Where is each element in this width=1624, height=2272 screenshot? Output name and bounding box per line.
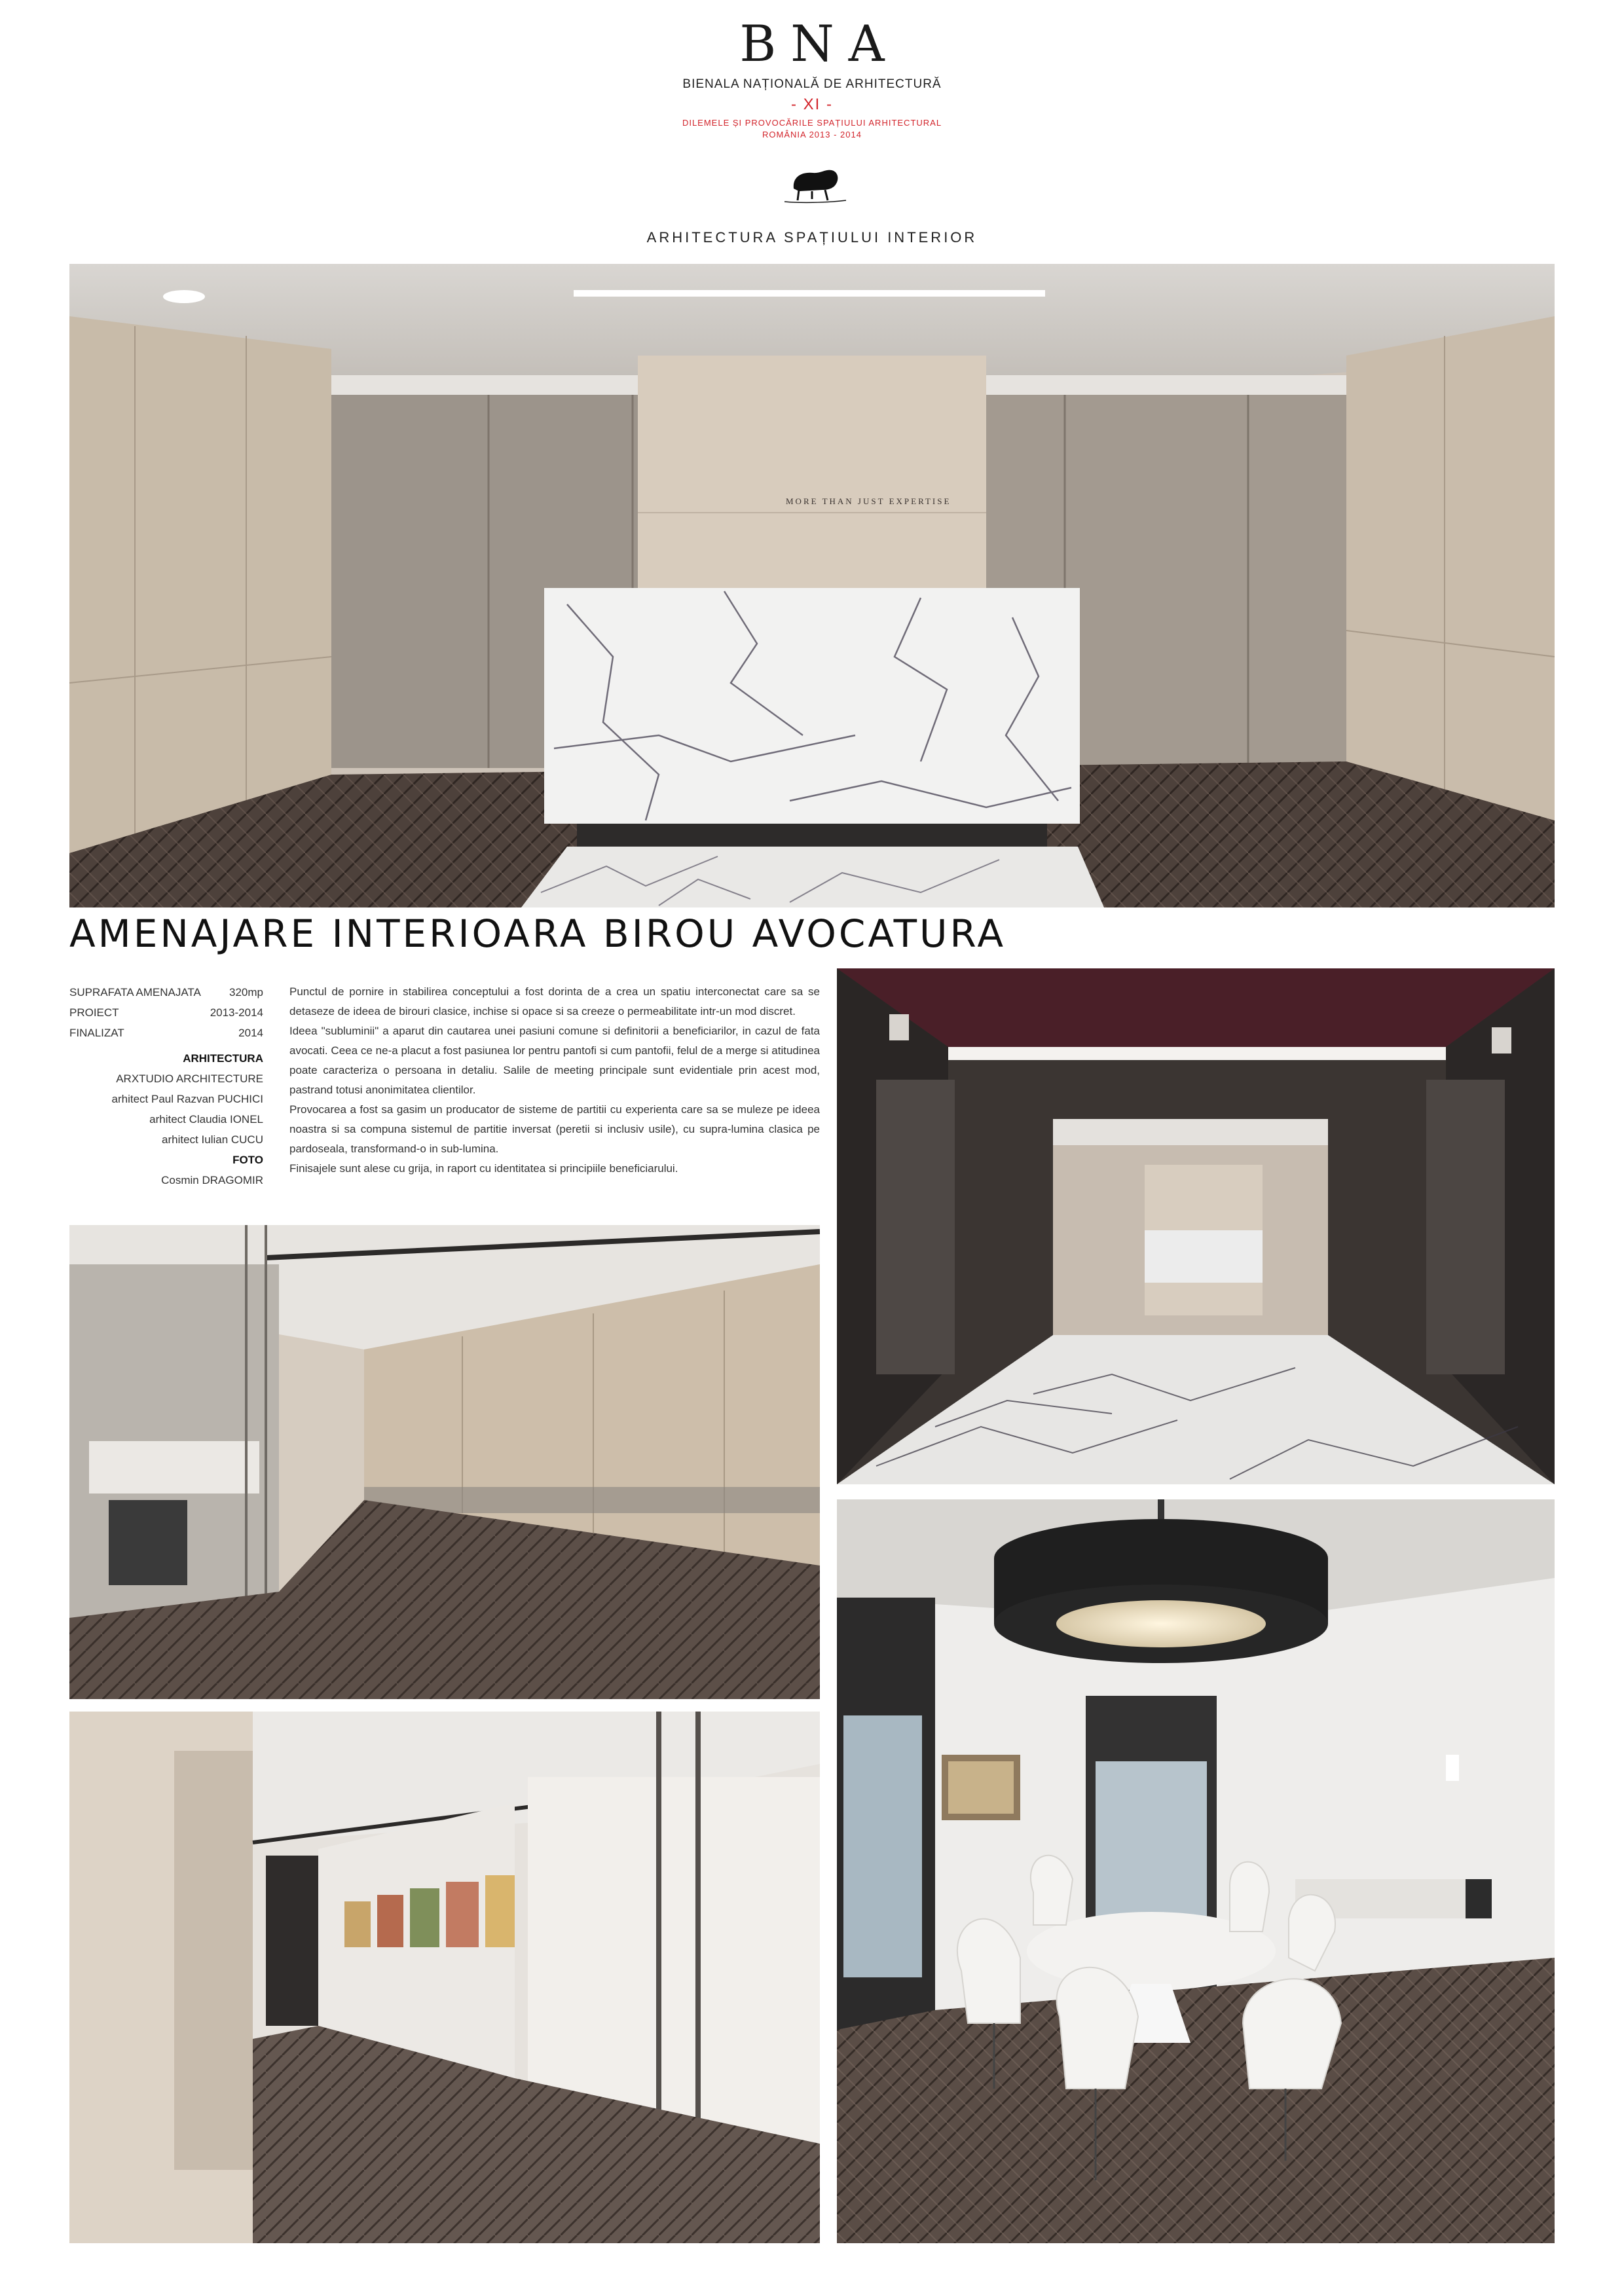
description-paragraph: Finisajele sunt alese cu grija, in raport cu identitatea si principiile beneficiarului. — [289, 1162, 678, 1175]
info-label: SUPRAFATA AMENAJATA — [69, 986, 201, 999]
info-label: FINALIZAT — [69, 1027, 124, 1039]
info-row-completed — [69, 1023, 263, 1043]
credit-firm: ARXTUDIO ARCHITECTURE — [116, 1072, 263, 1085]
info-value: 2014 — [238, 1027, 263, 1039]
credit-architect: arhitect Paul Razvan PUCHICI — [111, 1093, 263, 1105]
hallway-photo — [69, 1712, 820, 2243]
info-row-area — [69, 982, 263, 1002]
description-paragraph: Punctul de pornire in stabilirea conceptului a fost dorinta de a crea un spatiu interconectat care sa se detaseze de ideea de birouri clasice, inchise si opace si sa creeze o permeabilitate intr-un mod discret. — [289, 985, 820, 1017]
chair-icon — [779, 164, 851, 210]
project-description — [289, 982, 820, 1179]
info-value: 2013-2014 — [210, 1006, 263, 1019]
reception-photo — [69, 264, 1555, 907]
office-corridor-photo — [69, 1225, 820, 1699]
credit-architect: arhitect Claudia IONEL — [149, 1113, 263, 1126]
description-paragraph: Provocarea a fost sa gasim un producator de sisteme de partitii cu experienta care sa se muleze pe ideea noastra si sa compuna sistemul de partitie inversat (peretii si inclusiv usile), cu supra-lumina clasica pe pardoseala, transformand-o in sub-lumina. — [289, 1103, 820, 1155]
theme-line-1: DILEMELE ȘI PROVOCĂRILE SPAȚIULUI ARHITECTURAL — [682, 118, 942, 128]
info-row-project — [69, 1002, 263, 1023]
biennial-name: BIENALA NAȚIONALĂ DE ARHITECTURĂ — [682, 77, 942, 91]
photo-heading: FOTO — [232, 1154, 263, 1166]
theme-line-2: ROMÂNIA 2013 - 2014 — [762, 130, 862, 139]
bna-logo: BNA — [739, 14, 899, 73]
meeting-room-photo — [837, 1499, 1555, 2243]
photo-credit: Cosmin DRAGOMIR — [161, 1174, 263, 1186]
architecture-heading: ARHITECTURA — [183, 1052, 263, 1065]
description-paragraph: Ideea "subluminii" a aparut din cautarea unei pasiuni comune si definitorii a beneficiarilor, in cazul de fata avocati. Ceea ce ne-a placut a fost pasiunea lor pentru pantofi si cum pantofii, felul de a merge si atitudinea poate caracteriza o persoana in detaliu. Salile de meeting principale sunt evidentiale prin acest mod, pastrand totusi anonimitatea clientilor. — [289, 1025, 820, 1096]
credit-architect: arhitect Iulian CUCU — [162, 1133, 263, 1146]
section-title: ARHITECTURA SPAȚIULUI INTERIOR — [646, 229, 978, 246]
info-value: 320mp — [229, 986, 263, 999]
info-label: PROIECT — [69, 1006, 119, 1019]
elevator-lobby-photo — [837, 968, 1555, 1484]
reception-sign: MORE THAN JUST EXPERTISE — [786, 496, 951, 506]
project-title: AMENAJARE INTERIOARA BIROU AVOCATURA — [69, 911, 1006, 956]
edition-number: - XI - — [791, 96, 833, 113]
project-info — [69, 982, 263, 1190]
